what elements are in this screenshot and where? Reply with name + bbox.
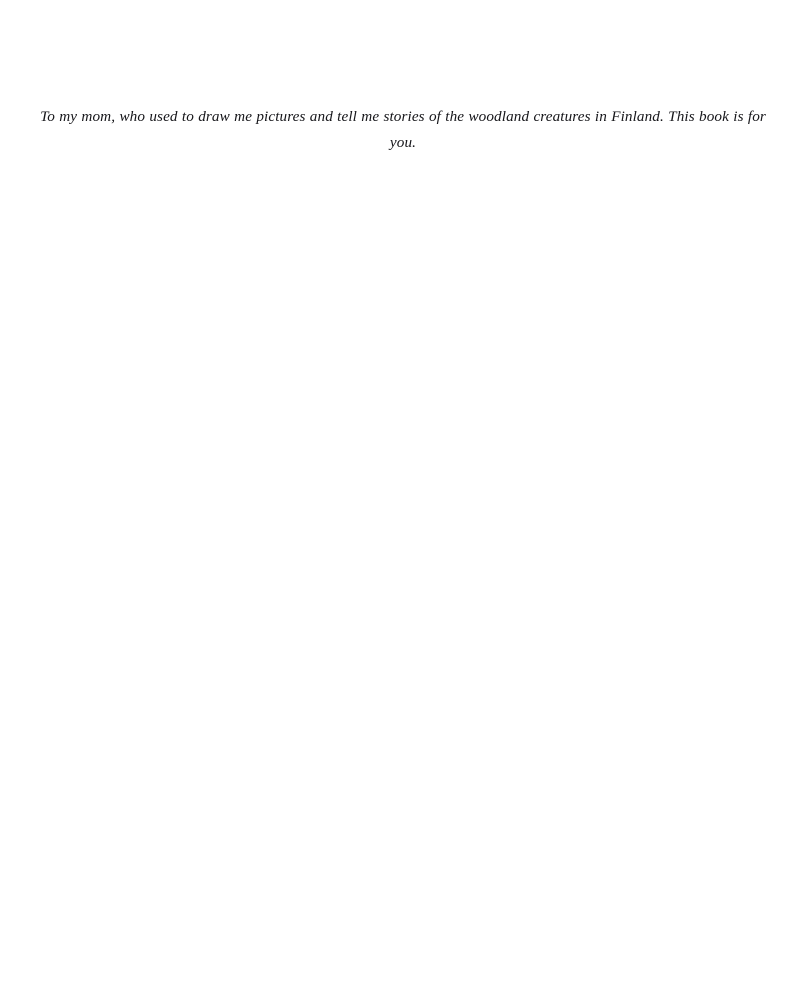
dedication-block [40,104,766,156]
dedication-text: To my mom, who used to draw me pictures and tell me stories of the woodland creatures in Finland. This book is for you. [40,108,766,151]
page-empty-body [0,190,800,1000]
